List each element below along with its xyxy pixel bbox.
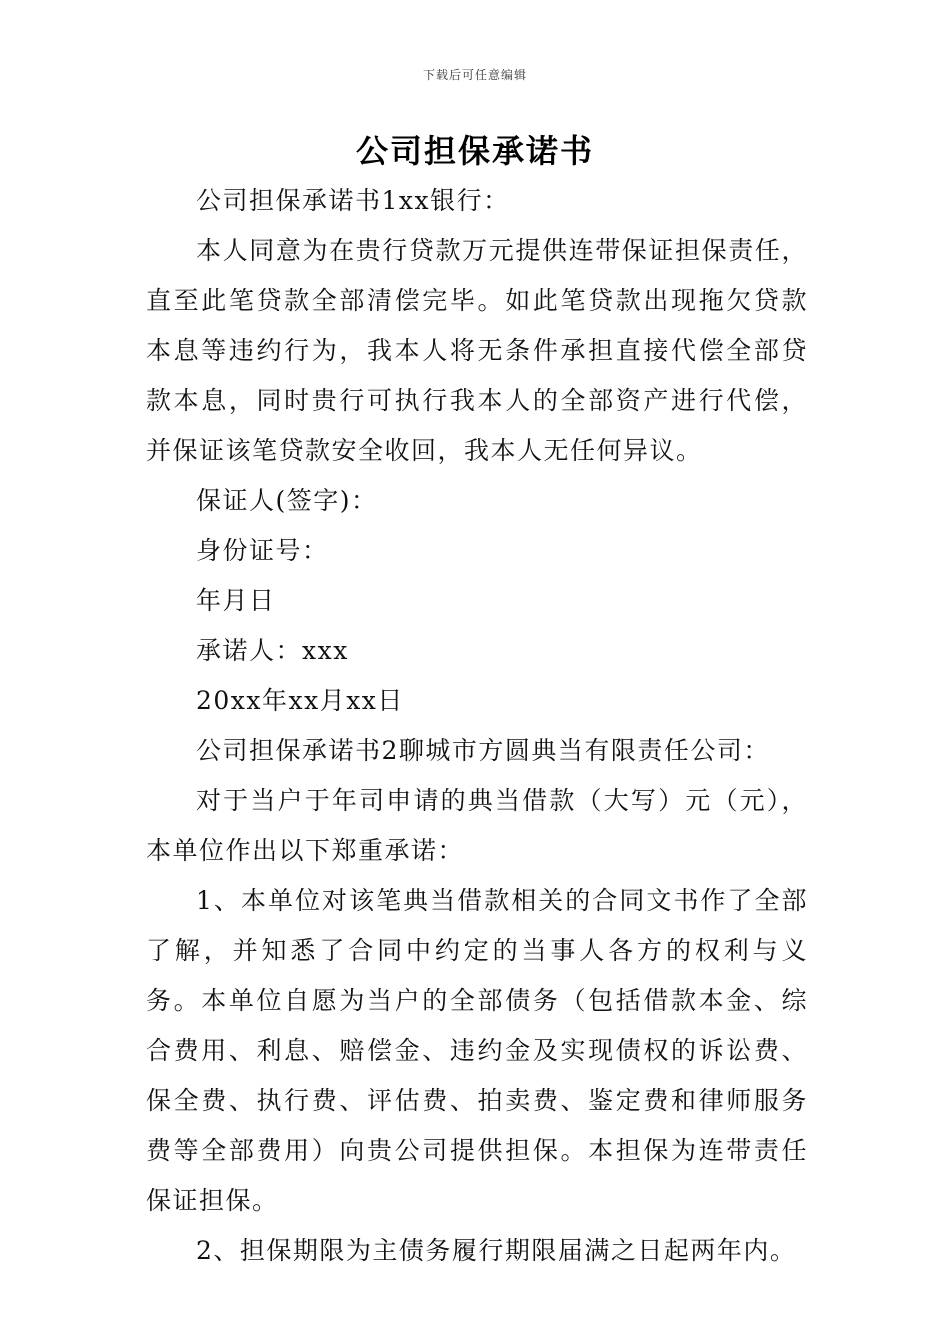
date-line: 年月日 <box>196 586 276 615</box>
id-number-line: 身份证号： <box>196 536 329 565</box>
salutation-bank: 公司担保承诺书1xx银行： <box>196 186 510 215</box>
commitment-item-2: 2、担保期限为主债务履行期限届满之日起两年内。 <box>196 1236 797 1265</box>
guarantee-paragraph: 本人同意为在贵行贷款万元提供连带保证担保责任，直至此笔贷款全部清偿完毕。如此笔贷款出现拖欠贷款本息等违约行为，我本人将无条件承担直接代偿全部贷款本息，同时贵行可执行我本人的全部资产进行代偿，并保证该笔贷款安全收回，我本人无任何异议。 <box>146 236 808 465</box>
header-note: 下载后可任意编辑 <box>422 68 527 82</box>
salutation-pawn-company: 公司担保承诺书2聊城市方圆典当有限责任公司： <box>196 736 770 765</box>
promisor-line: 承诺人：xxx <box>196 636 349 665</box>
commitment-item-1: 1、本单位对该笔典当借款相关的合同文书作了全部了解，并知悉了合同中约定的当事人各方的权利与义务。本单位自愿为当户的全部债务（包括借款本金、综合费用、利息、赔偿金、违约金及实现债权的诉讼费、保全费、执行费、评估费、拍卖费、鉴定费和律师服务费等全部费用）向贵公司提供担保。本担保为连带责任保证担保。 <box>146 886 808 1215</box>
promise-date-line: 20xx年xx月xx日 <box>196 686 404 715</box>
commitment-intro-paragraph: 对于当户于年司申请的典当借款（大写）元（元），本单位作出以下郑重承诺： <box>146 786 808 865</box>
document-body <box>146 176 808 1276</box>
guarantor-signature-line: 保证人(签字)： <box>196 486 378 515</box>
document-title: 公司担保承诺书 <box>355 132 594 170</box>
